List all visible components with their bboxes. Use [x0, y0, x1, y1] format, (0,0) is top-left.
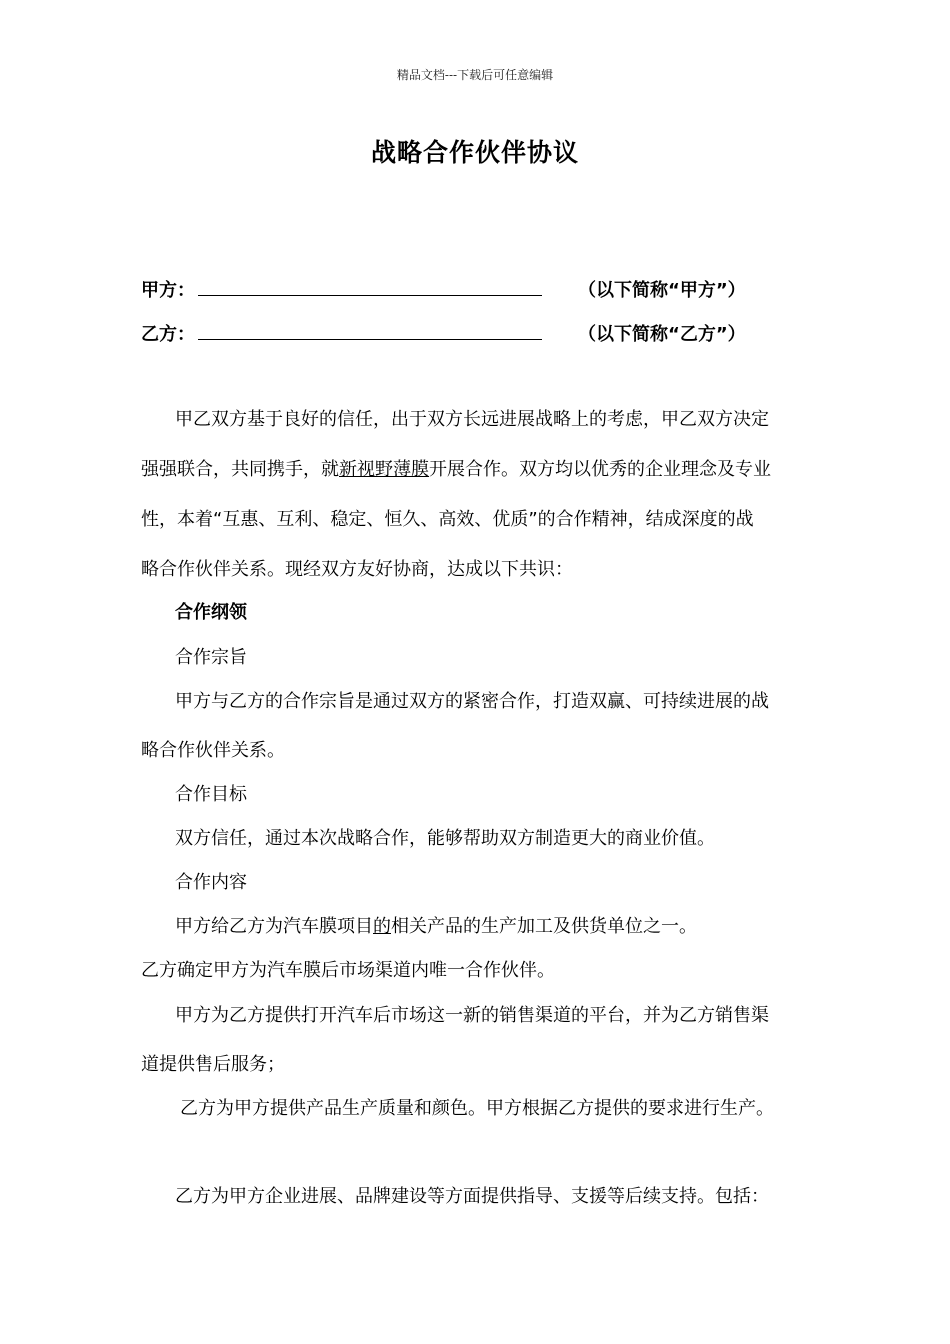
goal-heading: 合作目标 [175, 784, 247, 805]
content-item-1 [175, 915, 697, 939]
content-item-1-pre: 甲方给乙方为汽车膜项目 [175, 916, 373, 937]
party-b-label: 乙方： [141, 324, 195, 345]
party-a-abbreviation: （以下简称“甲方”） [578, 280, 746, 301]
page-header: 精品文档---下载后可任意编辑 [396, 68, 554, 82]
document-title: 战略合作伙伴协议 [370, 138, 579, 167]
purpose-line-2: 略合作伙伴关系。 [141, 740, 285, 761]
purpose-line-1: 甲方与乙方的合作宗旨是通过双方的紧密合作，打造双赢、可持续进展的战 [175, 691, 769, 712]
intro-line-2 [141, 458, 771, 482]
intro-line-4: 略合作伙伴关系。现经双方友好协商，达成以下共识： [141, 559, 573, 580]
intro-line-3: 性，本着“互惠、互利、稳定、恒久、高效、优质”的合作精神，结成深度的战 [141, 509, 754, 530]
content-item-3-line-2: 道提供售后服务； [141, 1054, 285, 1075]
party-b-blank-line [198, 339, 542, 340]
party-a-label: 甲方： [141, 280, 195, 301]
content-item-5: 乙方为甲方企业进展、品牌建设等方面提供指导、支援等后续支持。包括： [175, 1186, 769, 1207]
intro-line-2-pre: 强强联合，共同携手，就 [141, 459, 339, 480]
intro-line-2-post: 开展合作。双方均以优秀的企业理念及专业 [429, 459, 771, 480]
content-item-2: 乙方确定甲方为汽车膜后市场渠道内唯一合作伙伴。 [141, 960, 555, 981]
section-heading: 合作纲领 [175, 602, 247, 623]
purpose-heading: 合作宗旨 [175, 647, 247, 668]
content-heading: 合作内容 [175, 872, 247, 893]
content-item-4: 乙方为甲方提供产品生产质量和颜色。甲方根据乙方提供的要求进行生产。 [180, 1098, 774, 1119]
content-item-1-post: 相关产品的生产加工及供货单位之一。 [391, 916, 697, 937]
content-item-1-underlined: 的 [373, 916, 391, 937]
party-a-blank-line [198, 295, 542, 296]
goal-text: 双方信任，通过本次战略合作，能够帮助双方制造更大的商业价值。 [175, 828, 715, 849]
content-item-3-line-1: 甲方为乙方提供打开汽车后市场这一新的销售渠道的平台，并为乙方销售渠 [175, 1005, 769, 1026]
project-name-underlined: 新视野薄膜 [339, 459, 429, 480]
intro-line-1: 甲乙双方基于良好的信任，出于双方长远进展战略上的考虑，甲乙双方决定 [175, 409, 769, 430]
party-b-abbreviation: （以下简称“乙方”） [578, 324, 746, 345]
